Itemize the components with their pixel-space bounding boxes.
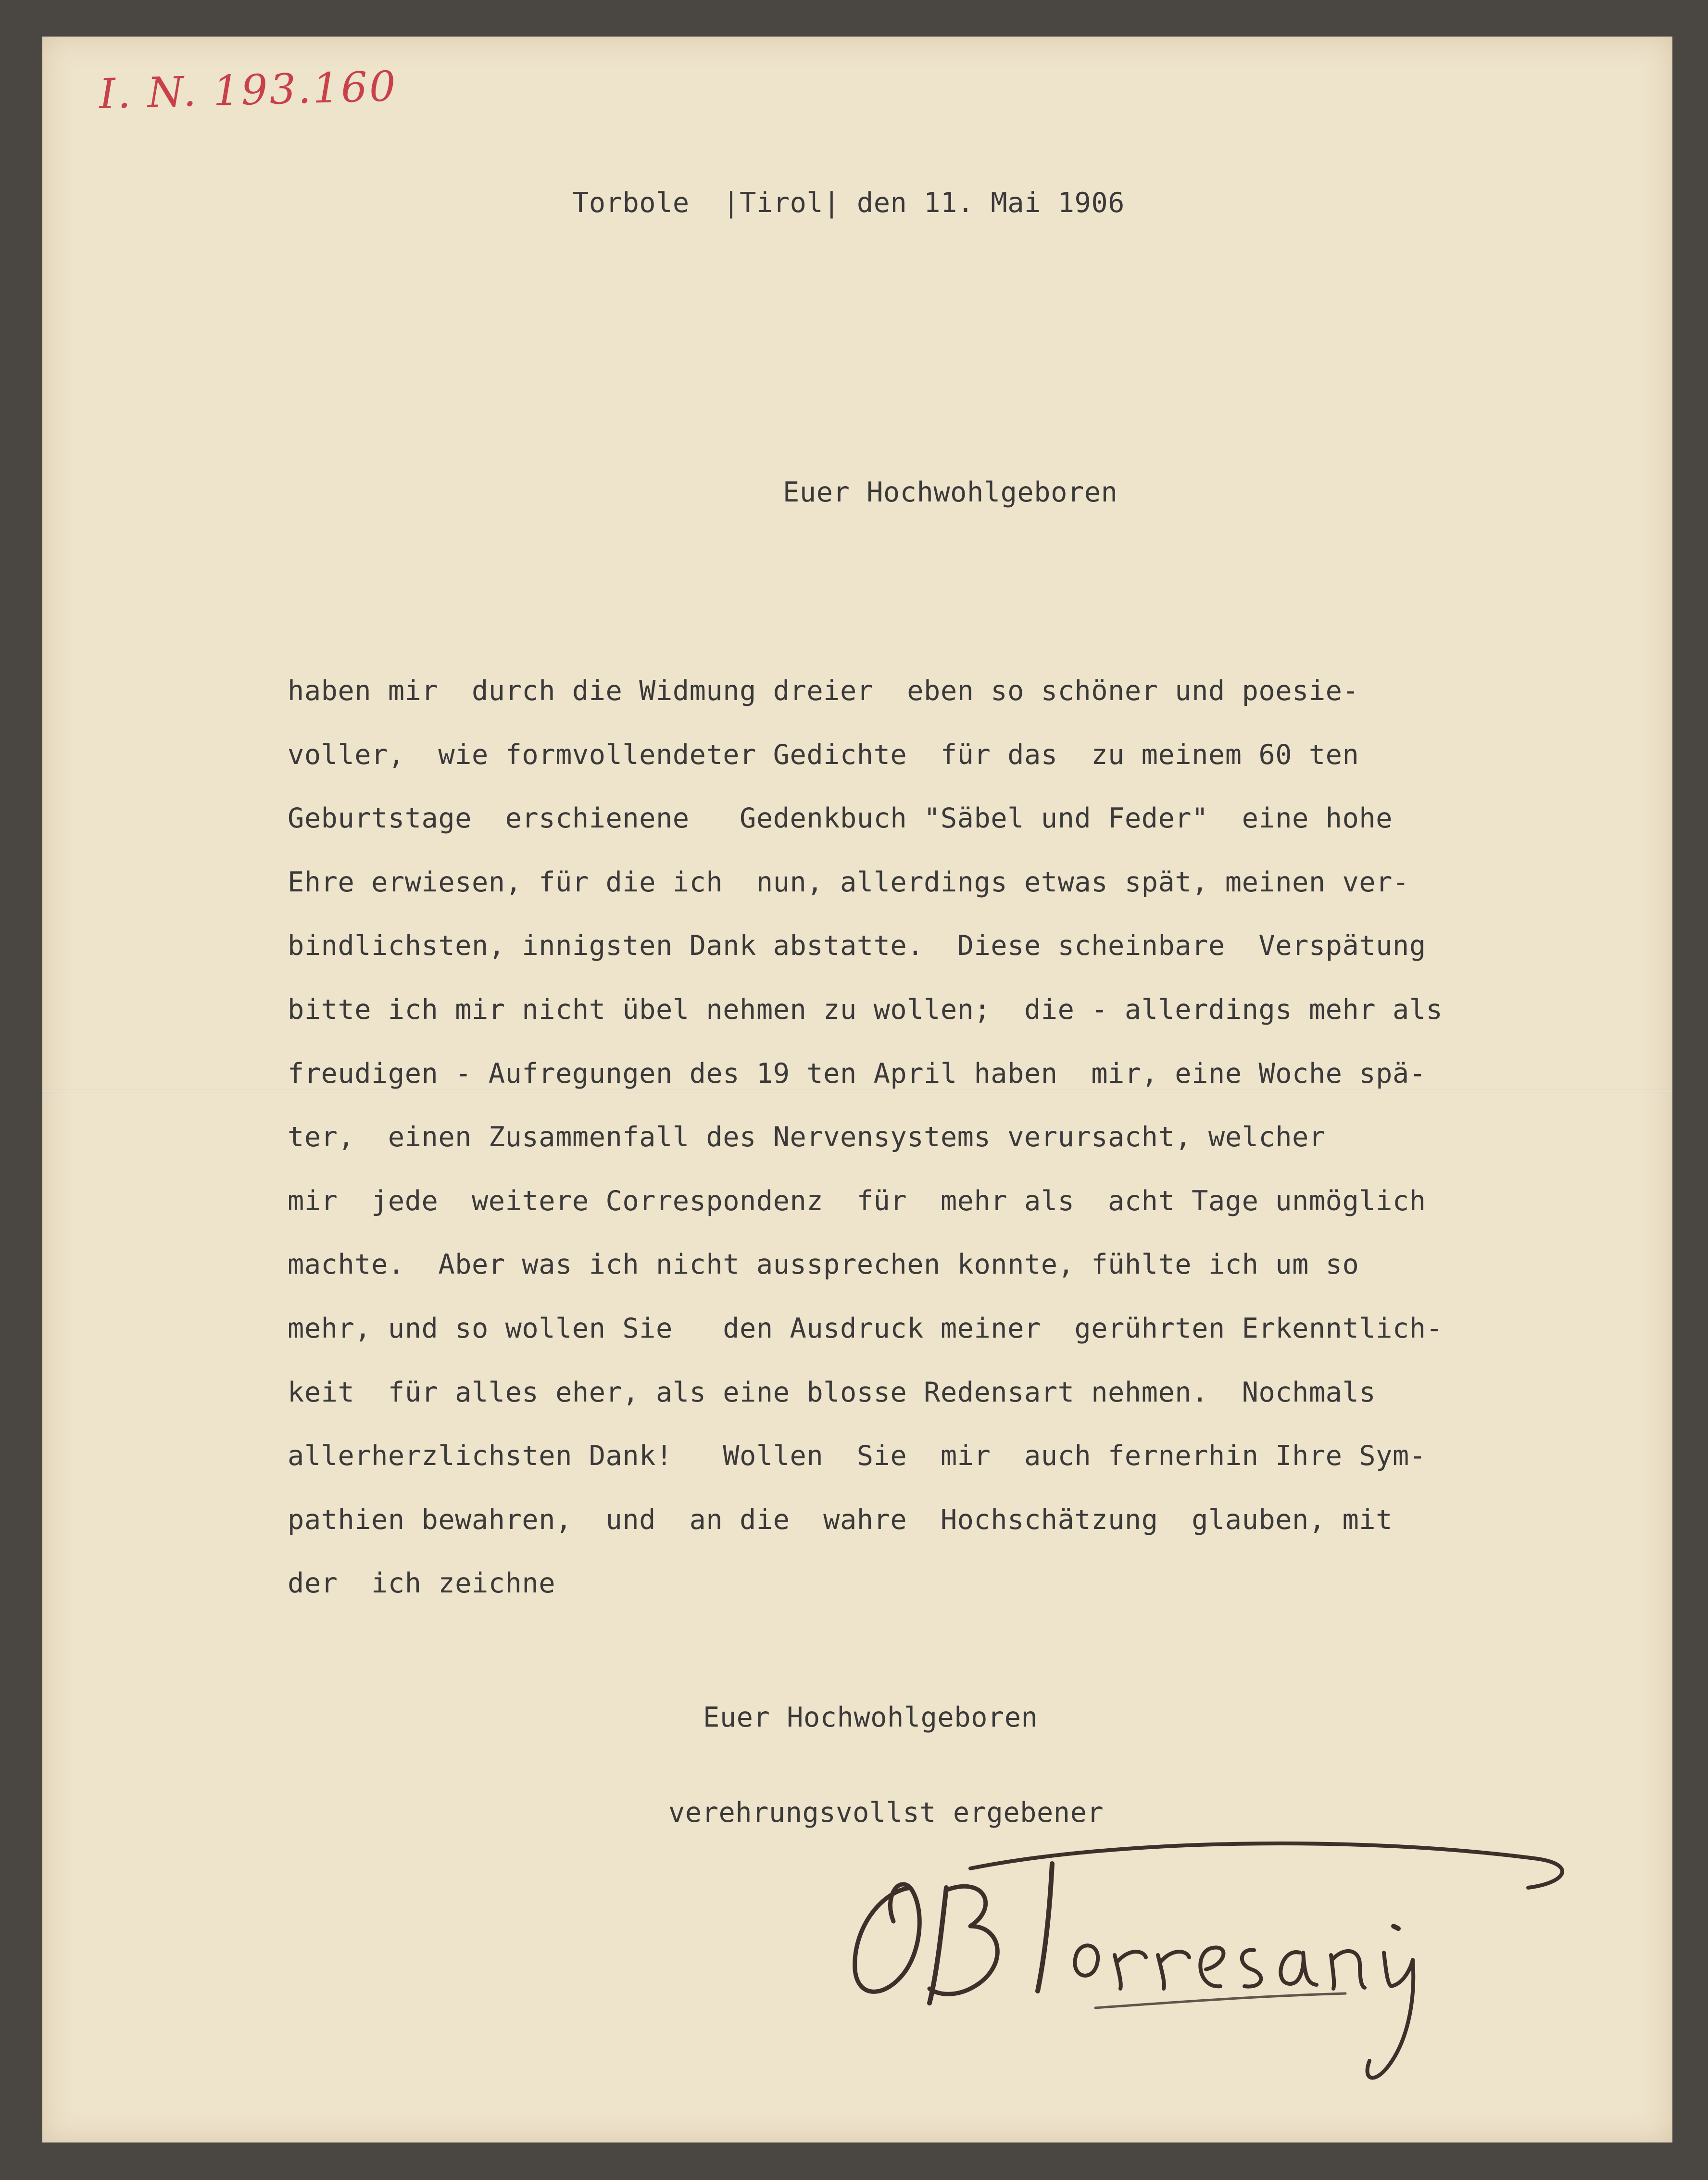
body-line: Geburtstage erschienene Gedenkbuch "Säbel und Feder" eine hohe [288,802,1393,834]
archive-reference-number: I. N. 193.160 [98,62,398,119]
salutation: Euer Hochwohlgeboren [783,476,1118,508]
body-line: pathien bewahren, und an die wahre Hochschätzung glauben, mit [288,1504,1393,1536]
body-line: mir jede weitere Correspondenz für mehr als acht Tage unmöglich [288,1185,1426,1217]
body-line: bitte ich mir nicht übel nehmen zu wollen; die - allerdings mehr als [288,994,1443,1026]
body-line: mehr, und so wollen Sie den Ausdruck meiner gerührten Erkenntlich- [288,1313,1443,1344]
body-line: voller, wie formvollendeter Gedichte für das zu meinem 60 ten [288,739,1359,771]
body-line: haben mir durch die Widmung dreier eben so schöner und poesie- [288,675,1359,707]
paper-fold-line [42,1090,1672,1092]
handwritten-signature [826,1830,1634,2099]
closing-formula: verehrungsvollst ergebener [668,1797,1104,1829]
body-line: bindlichsten, innigsten Dank abstatte. Diese scheinbare Verspätung [288,930,1426,962]
dateline: Torbole |Tirol| den 11. Mai 1906 [572,187,1125,219]
closing-salutation: Euer Hochwohlgeboren [703,1702,1038,1733]
body-line: machte. Aber was ich nicht aussprechen konnte, fühlte ich um so [288,1249,1359,1280]
body-line: der ich zeichne [288,1567,556,1599]
body-line: ter, einen Zusammenfall des Nervensystems verursacht, welcher [288,1121,1326,1153]
letter-paper [42,37,1672,2142]
body-line: allerherzlichsten Dank! Wollen Sie mir auch fernerhin Ihre Sym- [288,1440,1426,1472]
body-line: keit für alles eher, als eine blosse Redensart nehmen. Nochmals [288,1377,1376,1408]
body-line: freudigen - Aufregungen des 19 ten April haben mir, eine Woche spä- [288,1058,1426,1090]
body-line: Ehre erwiesen, für die ich nun, allerdings etwas spät, meinen ver- [288,866,1409,898]
